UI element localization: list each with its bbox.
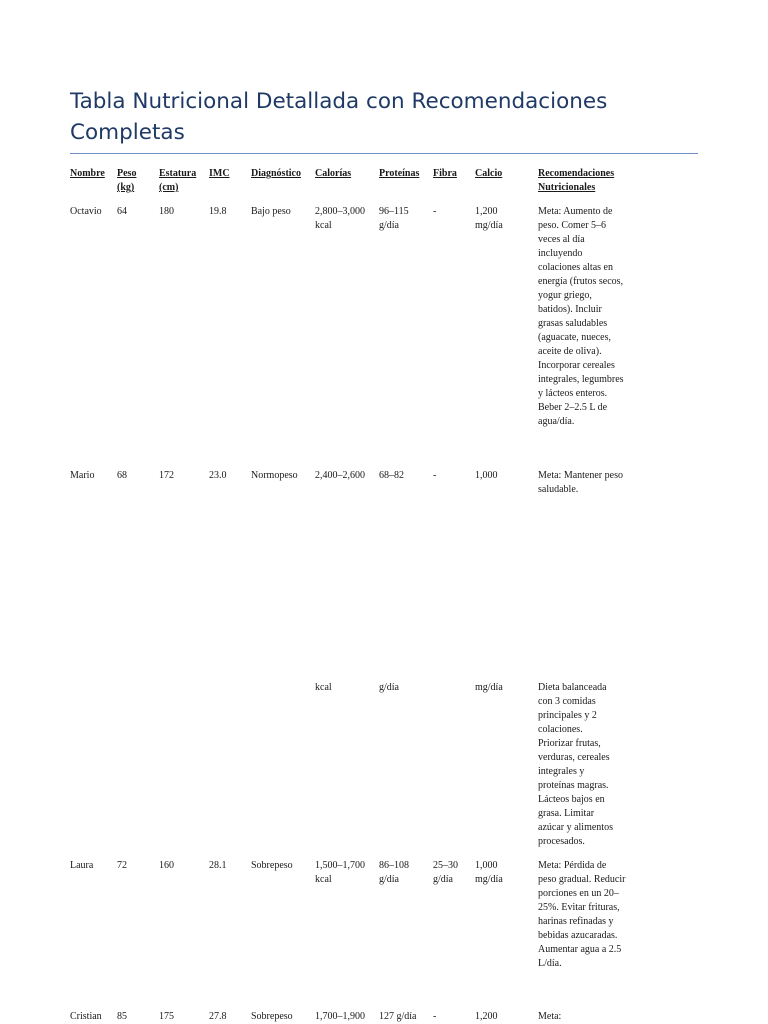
table-cell-calorias: 1,500–1,700 kcal bbox=[315, 860, 365, 885]
table-cell-diagnostico: Bajo peso bbox=[251, 206, 291, 217]
table-cell-imc: 28.1 bbox=[209, 860, 227, 871]
table-cell-estatura: 175 bbox=[159, 1011, 174, 1022]
header-nombre: Nombre bbox=[70, 168, 105, 179]
header-diagnostico: Diagnóstico bbox=[251, 168, 301, 179]
header-recomendaciones: Recomendaciones Nutricionales bbox=[538, 168, 615, 193]
table-cell-proteinas: 96–115 g/día bbox=[379, 206, 409, 231]
table-cell-diagnostico: Sobrepeso bbox=[251, 860, 293, 871]
table-cell-peso: 72 bbox=[117, 860, 127, 871]
table-cell-proteinas: 68–82 bbox=[379, 470, 404, 481]
table-cell-calcio: 1,200 bbox=[475, 1011, 498, 1022]
table-cell-imc: 27.8 bbox=[209, 1011, 227, 1022]
table-cell-estatura: 160 bbox=[159, 860, 174, 871]
table-cell-recomendaciones: Meta: Pérdida de peso gradual. Reducir porciones en un 20–25%. Evitar frituras, harinas refinadas y bebidas azucaradas. Aumentar agua a 2.5 L/día. bbox=[538, 860, 626, 969]
title-divider bbox=[70, 153, 698, 154]
table-cell-recomendaciones: Meta: Aumento de peso. Comer 5–6 veces al día incluyendo colaciones altas en energía (frutos secos, yogur griego, batidos). Incluir grasas saludables (aguacate, nueces, aceite de oliva). Incorporar cereales integrales, legumbres y lácteos enteros. Beber 2–2.5 L de agua/día. bbox=[538, 206, 624, 427]
header-calorias: Calorías bbox=[315, 168, 352, 179]
header-imc: IMC bbox=[209, 168, 230, 179]
table-cell-diagnostico: Sobrepeso bbox=[251, 1011, 293, 1022]
table-cell-calcio: 1,000 bbox=[475, 470, 498, 481]
table-cell-recomendaciones: Meta: Mantener peso saludable. bbox=[538, 470, 623, 495]
table-cell-calorias-cont: kcal bbox=[315, 682, 332, 693]
table-cell-calorias: 2,800–3,000 kcal bbox=[315, 206, 365, 231]
page-title: Tabla Nutricional Detallada con Recomendaciones Completas bbox=[70, 89, 608, 145]
table-cell-proteinas-cont: g/día bbox=[379, 682, 399, 693]
table-cell-estatura: 180 bbox=[159, 206, 174, 217]
table-cell-imc: 23.0 bbox=[209, 470, 227, 481]
table-cell-nombre: Cristian bbox=[70, 1011, 102, 1022]
table-cell-fibra: - bbox=[433, 1011, 437, 1022]
table-cell-fibra: - bbox=[433, 206, 437, 217]
table-cell-fibra: 25–30 g/día bbox=[433, 860, 458, 885]
table-cell-calcio: 1,000 mg/día bbox=[475, 860, 503, 885]
table-cell-recomendaciones: Meta: bbox=[538, 1011, 562, 1022]
header-fibra: Fibra bbox=[433, 168, 457, 179]
table-cell-proteinas: 127 g/día bbox=[379, 1011, 417, 1022]
table-cell-peso: 85 bbox=[117, 1011, 127, 1022]
header-calcio: Calcio bbox=[475, 168, 503, 179]
table-cell-calorias: 2,400–2,600 bbox=[315, 470, 365, 481]
table-cell-nombre: Octavio bbox=[70, 206, 102, 217]
table-cell-imc: 19.8 bbox=[209, 206, 227, 217]
table-cell-calcio-cont: mg/día bbox=[475, 682, 503, 693]
table-cell-estatura: 172 bbox=[159, 470, 174, 481]
header-estatura: Estatura (cm) bbox=[159, 168, 197, 193]
table-cell-nombre: Laura bbox=[70, 860, 94, 871]
table-cell-nombre: Mario bbox=[70, 470, 95, 481]
table-cell-peso: 68 bbox=[117, 470, 127, 481]
table-cell-proteinas: 86–108 g/día bbox=[379, 860, 409, 885]
table-cell-calorias: 1,700–1,900 bbox=[315, 1011, 365, 1022]
table-cell-calcio: 1,200 mg/día bbox=[475, 206, 503, 231]
table-cell-fibra: - bbox=[433, 470, 437, 481]
header-peso: Peso (kg) bbox=[117, 168, 137, 193]
table-cell-diagnostico: Normopeso bbox=[251, 470, 298, 481]
header-proteinas: Proteínas bbox=[379, 168, 420, 179]
table-cell-recomendaciones-cont: Dieta balanceada con 3 comidas principales y 2 colaciones. Priorizar frutas, verduras, cereales integrales y proteínas magras. Lácteos bajos en grasa. Limitar azúcar y alimentos procesados. bbox=[538, 682, 613, 847]
table-cell-peso: 64 bbox=[117, 206, 127, 217]
